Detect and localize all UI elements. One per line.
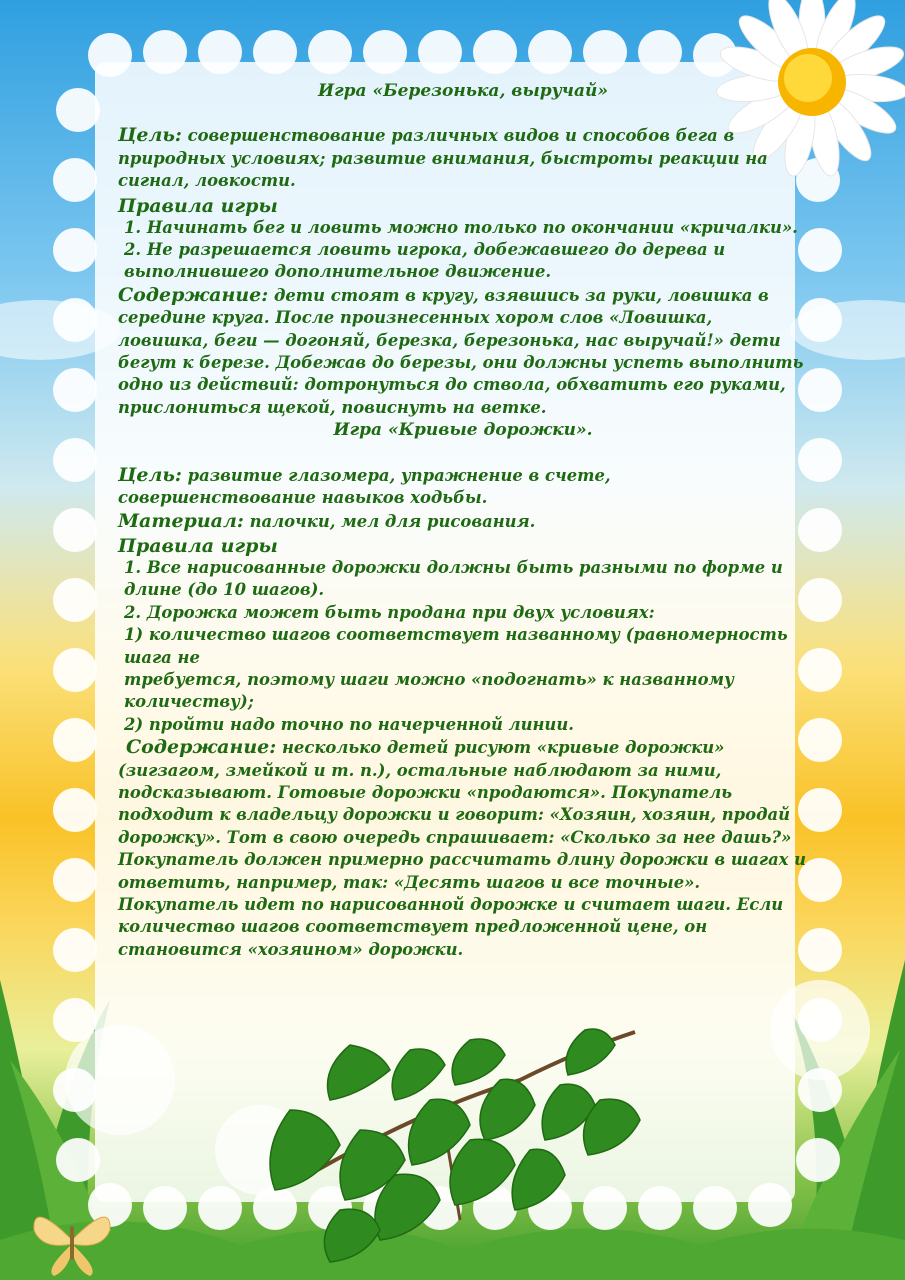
game2-title: Игра «Кривые дорожки». <box>333 420 593 441</box>
game2-material-text: палочки, мел для рисования. <box>243 511 536 531</box>
game2-condition1b: требуется, поэтому шаги можно «подогнать» к названному количеству); <box>124 669 734 712</box>
game1-content <box>118 284 808 419</box>
game1-title: Игра «Березонька, выручай» <box>318 81 608 101</box>
game1-goal-text: совершенствование различных видов и способов бега в природных условиях; развитие внимания, быстроты реакции на сигнал, ловкости. <box>118 126 768 191</box>
game2-goal-label: Цель: <box>118 463 182 486</box>
game1-content-label: Содержание: <box>118 283 269 306</box>
game2-goal <box>118 464 808 510</box>
game2-material <box>118 510 808 533</box>
game2-condition2: 2) пройти надо точно по начерченной линии. <box>124 714 574 734</box>
birch-branch-icon <box>270 1029 640 1262</box>
game1-rule1: 1. Начинать бег и ловить можно только по окончании «кричалки». <box>124 217 798 237</box>
game2-rules-heading: Правила игры <box>118 534 278 557</box>
game2-content <box>118 736 808 961</box>
game2-content-text: несколько детей рисуют «кривые дорожки» (зигзагом, змейкой и т. п.), остальные наблюдают за ними, подсказывают. Готовые дорожки «продаются». Покупатель подходит к владельцу дорожки и говорит: «Хозяин, хозяин, продай дорожку». Тот в свою очередь спрашивает: «Сколько за нее дашь?» Покупатель должен примерно рассчитать длину дорожки в шагах и ответить, например, так: «Десять шагов и все точные». Покупатель идет по нарисованной дорожке и считает шаги. Если количество шагов соответствует предложенной цене, он становится «хозяином» дорожки. <box>118 738 807 959</box>
game1-goal <box>118 124 808 192</box>
game2-rule1: 1. Все нарисованные дорожки должны быть разными по форме и длине (до 10 шагов). <box>124 557 783 600</box>
document-text <box>118 80 808 961</box>
butterfly-icon <box>34 1217 110 1276</box>
game1-rules-heading: Правила игры <box>118 194 278 217</box>
game2-condition1a: 1) количество шагов соответствует названному (равномерность шага не <box>124 625 788 667</box>
game2-rule2: 2. Дорожка может быть продана при двух условиях: <box>124 602 655 622</box>
game1-goal-label: Цель: <box>118 124 182 147</box>
game2-goal-text: развитие глазомера, упражнение в счете, совершенствование навыков ходьбы. <box>118 465 611 508</box>
game2-material-label: Материал: <box>118 509 244 532</box>
game1-content-text: дети стоят в кругу, взявшись за руки, ловишка в середине круга. После произнесенных хором слов «Ловишка, ловишка, беги — догоняй, березка, березонька, нас выручай!» дети бегут к березе. Добежав до березы, они должны успеть выполнить одно из действий: дотронуться до ствола, обхватить его руками, прислониться щекой, повиснуть на ветке. <box>118 285 804 417</box>
game1-rule2: 2. Не разрешается ловить игрока, добежавшего до дерева и выполнившего дополнительное движение. <box>124 240 726 282</box>
game2-content-label: Содержание: <box>126 736 277 759</box>
